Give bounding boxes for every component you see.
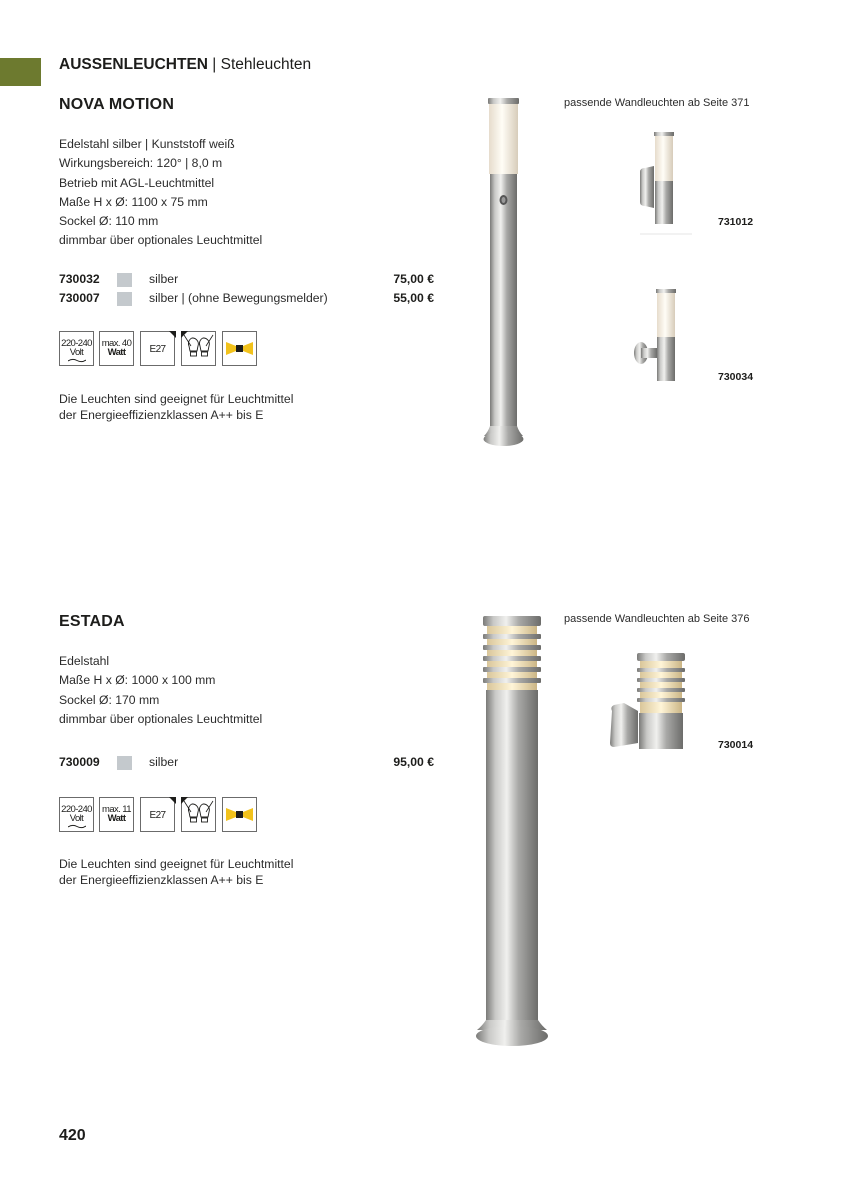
variant-row xyxy=(59,272,434,290)
related-caption: passende Wandleuchten ab Seite 371 xyxy=(564,97,750,109)
page-number: 420 xyxy=(59,1127,86,1144)
header-subcategory: Stehleuchten xyxy=(220,56,312,73)
header-separator: | xyxy=(212,56,217,73)
energy-note xyxy=(59,856,293,888)
socket-icon: E27 xyxy=(140,797,175,832)
max-watt-icon: max. 11 Watt xyxy=(99,797,134,832)
product-title: NOVA MOTION xyxy=(59,96,175,113)
spec-line: Maße H x Ø: 1100 x 75 mm xyxy=(59,194,208,209)
spec-line: dimmbar über optionales Leuchtmittel xyxy=(59,233,263,248)
related-article-number: 730034 xyxy=(718,371,754,383)
corner-marker-icon xyxy=(169,331,176,338)
section-tab-marker xyxy=(0,58,41,86)
note-line: Die Leuchten sind geeignet für Leuchtmittel xyxy=(59,857,294,871)
variant-row xyxy=(59,755,434,773)
related-caption: passende Wandleuchten ab Seite 376 xyxy=(564,613,750,625)
spec-line: Wirkungsbereich: 120° | 8,0 m xyxy=(59,156,223,171)
related-image-wall-lamp xyxy=(632,287,682,383)
corner-marker-icon xyxy=(181,797,188,804)
spec-line: Sockel Ø: 170 mm xyxy=(59,692,160,707)
product-specs xyxy=(59,135,262,251)
note-line: der Energieeffizienzklassen A++ bis E xyxy=(59,408,264,422)
product-image-bollard xyxy=(472,612,552,1052)
socket-icon: E27 xyxy=(140,331,175,366)
voltage-icon: 220-240 Volt xyxy=(59,331,94,366)
header-category: AUSSENLEUCHTEN xyxy=(59,56,208,73)
color-swatch xyxy=(117,273,132,287)
article-number: 730007 xyxy=(59,291,100,305)
variant-color: silber | (ohne Bewegungsmelder) xyxy=(149,291,328,305)
page-header xyxy=(59,56,311,74)
variant-price: 75,00 € xyxy=(393,272,434,286)
max-watt-icon: max. 40 Watt xyxy=(99,331,134,366)
note-line: der Energieeffizienzklassen A++ bis E xyxy=(59,873,264,887)
voltage-icon: 220-240 Volt xyxy=(59,797,94,832)
color-swatch xyxy=(117,756,132,770)
corner-marker-icon xyxy=(169,797,176,804)
spec-line: Edelstahl silber | Kunststoff weiß xyxy=(59,137,235,151)
related-image-wall-lamp xyxy=(606,651,688,751)
corner-marker-icon xyxy=(181,331,188,338)
spec-line: Betrieb mit AGL-Leuchtmittel xyxy=(59,175,215,190)
product-title: ESTADA xyxy=(59,613,125,630)
spec-line: Maße H x Ø: 1000 x 100 mm xyxy=(59,673,216,688)
variant-color: silber xyxy=(149,272,179,286)
article-number: 730009 xyxy=(59,755,100,769)
spec-line: dimmbar über optionales Leuchtmittel xyxy=(59,711,263,726)
variant-price: 95,00 € xyxy=(393,755,434,769)
variant-price: 55,00 € xyxy=(393,291,434,305)
light-direction-icon xyxy=(222,797,257,832)
variant-row xyxy=(59,291,434,309)
article-number: 730032 xyxy=(59,272,100,286)
color-swatch xyxy=(117,292,132,306)
light-direction-icon xyxy=(222,331,257,366)
note-line: Die Leuchten sind geeignet für Leuchtmittel xyxy=(59,392,294,406)
related-article-number: 730014 xyxy=(718,739,754,751)
product-specs xyxy=(59,652,262,729)
energy-note xyxy=(59,391,293,423)
spec-line: Edelstahl xyxy=(59,654,110,668)
related-article-number: 731012 xyxy=(718,216,754,228)
spec-line: Sockel Ø: 110 mm xyxy=(59,214,159,229)
product-image-bollard xyxy=(482,96,528,452)
related-image-wall-lamp xyxy=(636,128,694,236)
variant-color: silber xyxy=(149,755,179,769)
